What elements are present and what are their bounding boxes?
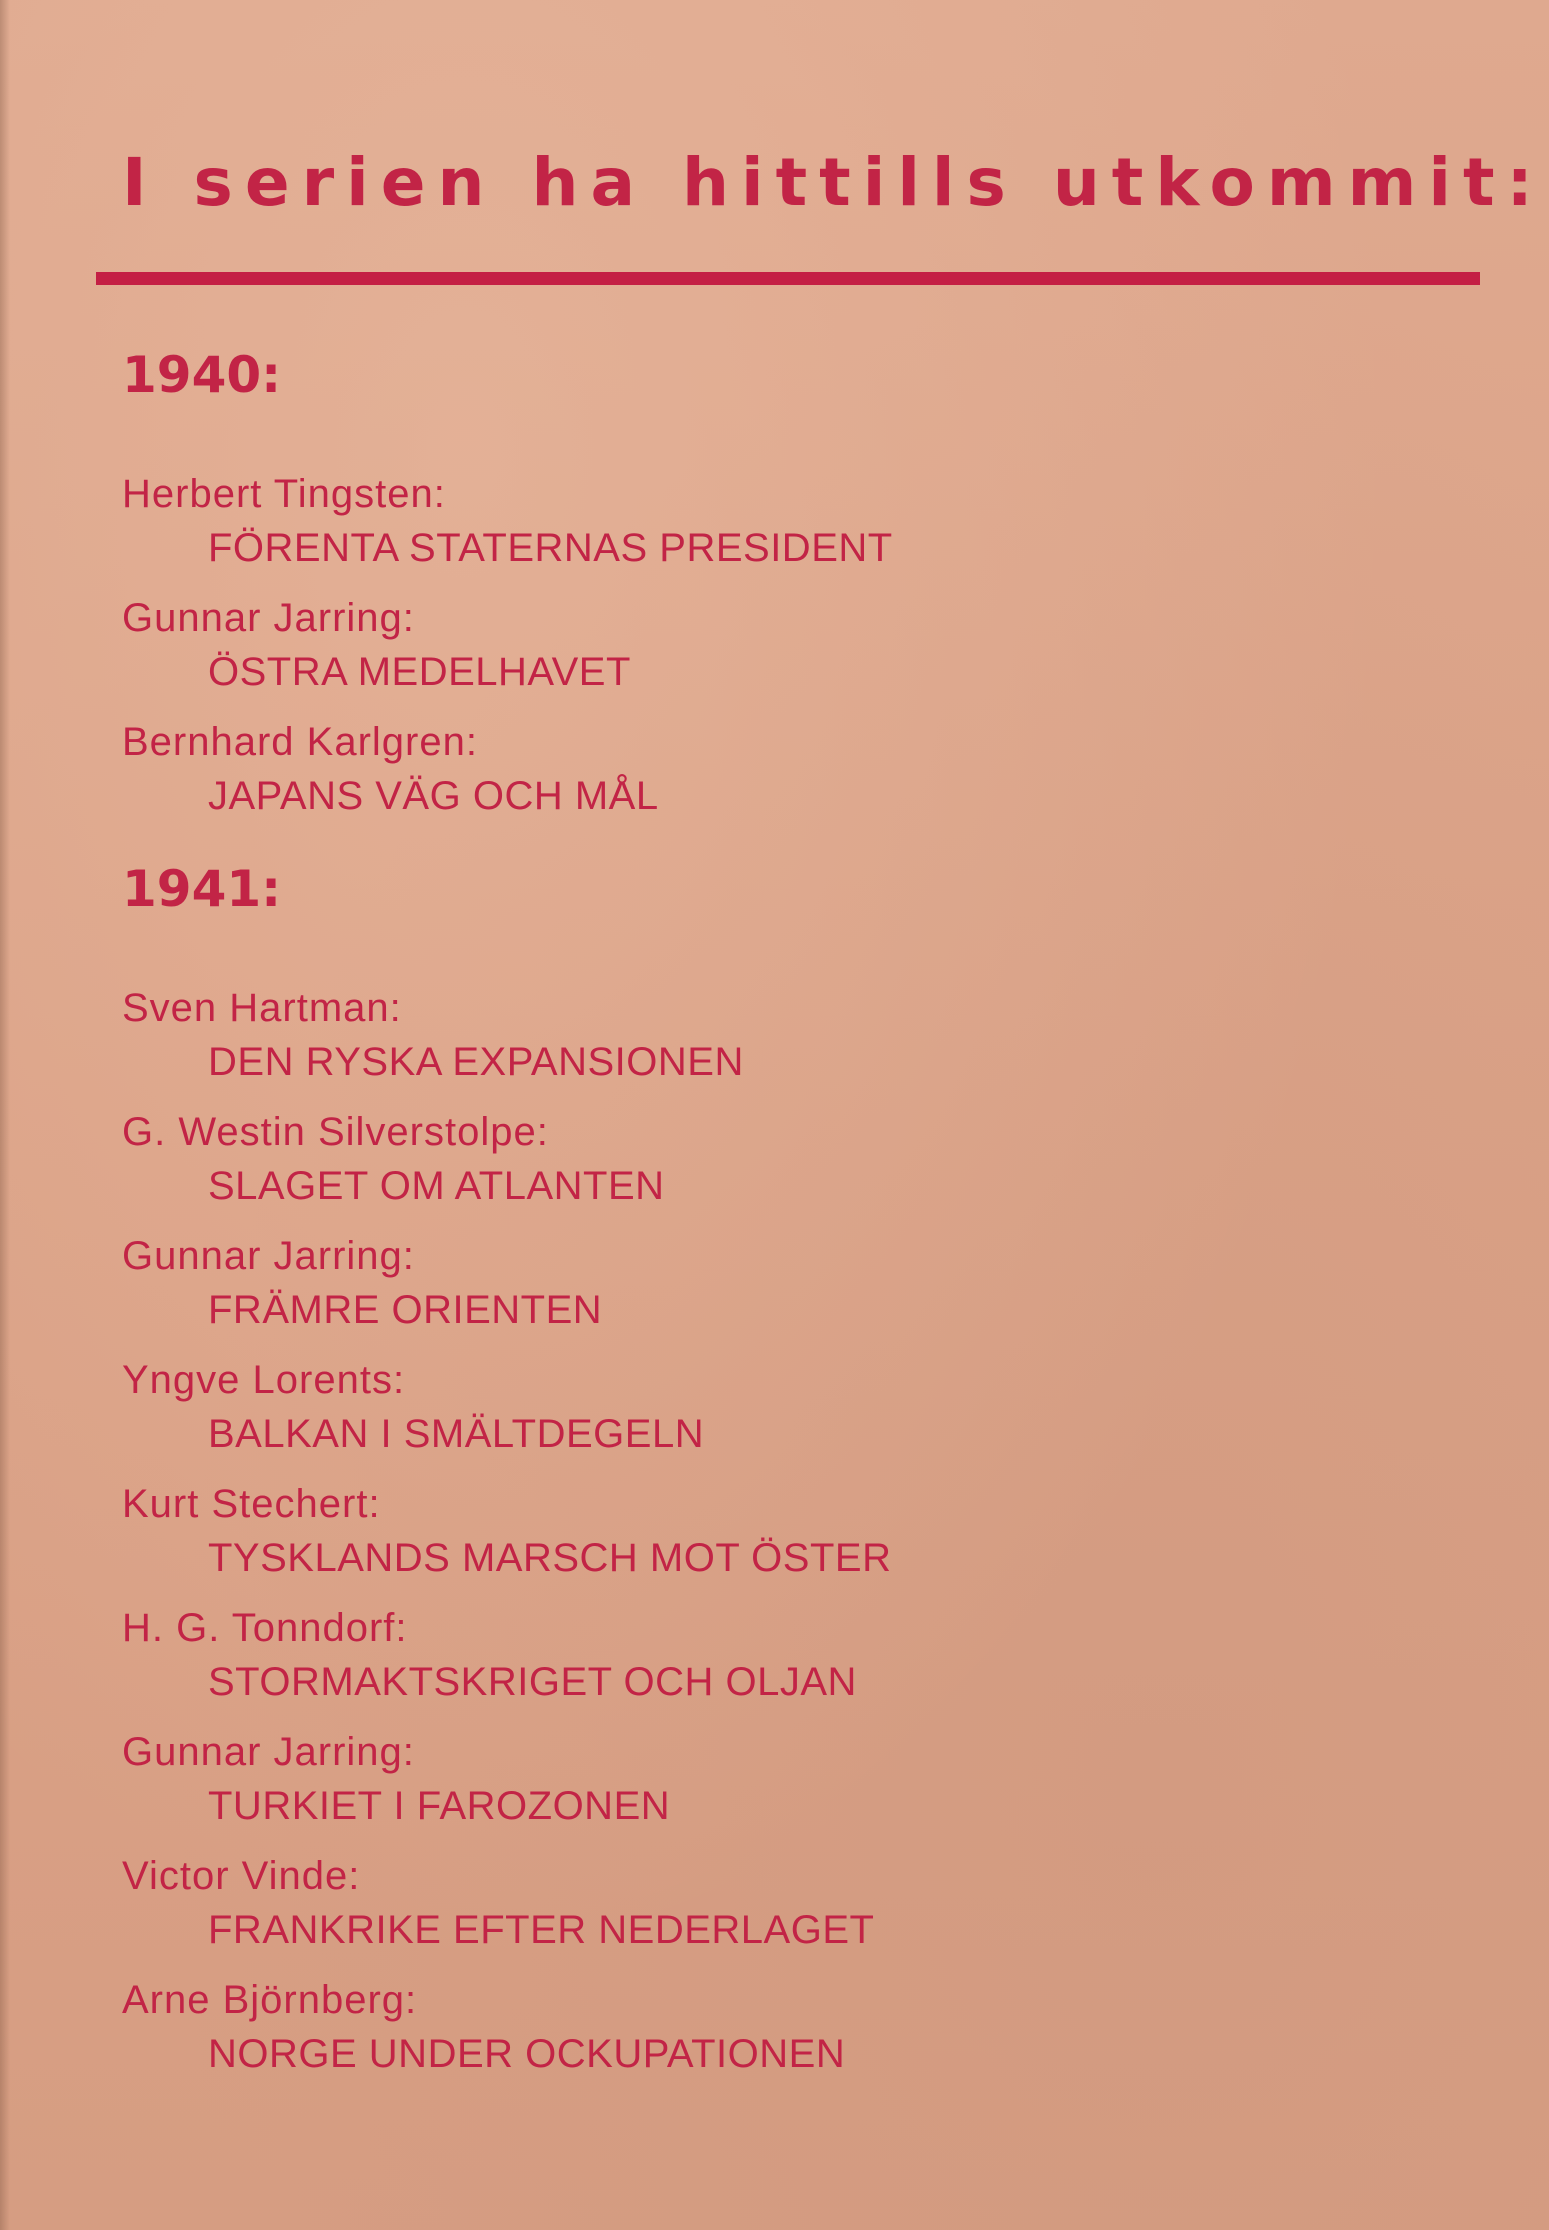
page-edge-shadow	[0, 0, 10, 2230]
entry-title: SLAGET OM ATLANTEN	[208, 1164, 665, 1208]
list-item	[122, 1728, 1422, 1836]
entry-title: FRÄMRE ORIENTEN	[208, 1288, 603, 1332]
list-item	[122, 1356, 1422, 1464]
entry-title: JAPANS VÄG OCH MÅL	[208, 774, 659, 818]
entry-author: Bernhard Karlgren:	[122, 720, 478, 764]
year-section-1941	[122, 860, 1422, 2084]
entry-title: FRANKRIKE EFTER NEDERLAGET	[208, 1908, 875, 1952]
series-list	[122, 346, 1422, 2100]
entry-title: ÖSTRA MEDELHAVET	[208, 650, 631, 694]
list-item	[122, 984, 1422, 1092]
list-item	[122, 1232, 1422, 1340]
page-heading: I serien ha hittills utkommit:	[122, 144, 1545, 221]
entry-title: TYSKLANDS MARSCH MOT ÖSTER	[208, 1536, 892, 1580]
list-item	[122, 1976, 1422, 2084]
list-item	[122, 470, 1422, 578]
entry-author: Victor Vinde:	[122, 1854, 361, 1898]
entry-author: Sven Hartman:	[122, 986, 402, 1030]
list-item	[122, 1108, 1422, 1216]
year-heading: 1941:	[122, 860, 282, 918]
entry-title: TURKIET I FAROZONEN	[208, 1784, 671, 1828]
year-heading: 1940:	[122, 346, 282, 404]
entry-author: Yngve Lorents:	[122, 1358, 406, 1402]
entry-author: Gunnar Jarring:	[122, 596, 415, 640]
list-item	[122, 594, 1422, 702]
heading-rule	[96, 272, 1480, 285]
entry-author: Gunnar Jarring:	[122, 1730, 415, 1774]
entry-title: FÖRENTA STATERNAS PRESIDENT	[208, 526, 893, 570]
list-item	[122, 1480, 1422, 1588]
entry-author: H. G. Tonndorf:	[122, 1606, 408, 1650]
entry-title: NORGE UNDER OCKUPATIONEN	[208, 2032, 846, 2076]
entry-author: Arne Björnberg:	[122, 1978, 418, 2022]
entry-title: STORMAKTSKRIGET OCH OLJAN	[208, 1660, 857, 1704]
entry-author: Kurt Stechert:	[122, 1482, 381, 1526]
list-item	[122, 1852, 1422, 1960]
list-item	[122, 1604, 1422, 1712]
entry-author: Gunnar Jarring:	[122, 1234, 415, 1278]
entry-author: Herbert Tingsten:	[122, 472, 446, 516]
list-item	[122, 718, 1422, 826]
year-section-1940	[122, 346, 1422, 826]
entry-title: DEN RYSKA EXPANSIONEN	[208, 1040, 744, 1084]
entry-author: G. Westin Silverstolpe:	[122, 1110, 549, 1154]
entry-title: BALKAN I SMÄLTDEGELN	[208, 1412, 705, 1456]
